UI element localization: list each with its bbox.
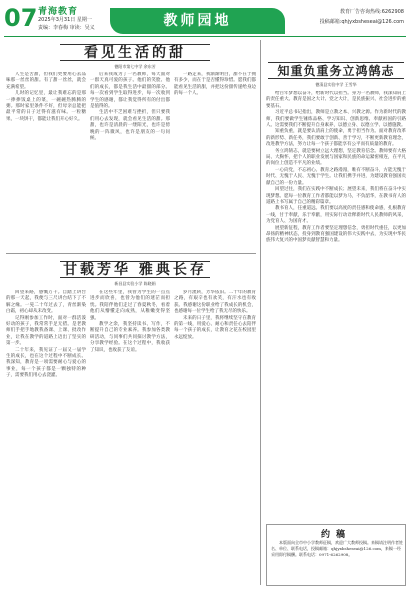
article1-title-bar xyxy=(60,44,210,61)
article2-title: 甘载芳华 雅典长存 xyxy=(63,262,207,278)
column-divider xyxy=(260,40,261,585)
page-header xyxy=(0,0,410,38)
article3-title: 知重负重务立鸿鹄志 xyxy=(277,64,395,78)
article1-paragraph: 后来我成为了一名教师，每天面对一群天真可爱的孩子。他们的笑脸、他们的成长，都是我生活中最甜的部分。每一次看到学生取得进步，每一次收到学生的感谢，都让我觉得所有的付出都是值得的。 xyxy=(90,72,170,110)
email-line: 投稿邮箱:qhjyxbsheseai@126.com xyxy=(319,19,404,25)
article1-byline: 德阳市第七中学 余东芳 xyxy=(114,64,156,69)
article2-paragraph: 未来的日子里，我将继续坚守在教育的第一线，用爱心、耐心和责任心去陪伴每一个孩子的成长，让教育之花在校园里永远绽放。 xyxy=(174,315,256,340)
article1-col3 xyxy=(174,72,256,250)
contact-line: 教育厂告咨询热线:6262908 xyxy=(340,9,404,15)
section-title: 教师园地 xyxy=(163,13,232,29)
article3-paragraph: 习近平总书记指出，教师是立教之本、兴教之源。作为新时代的教师，我们要做学生锤炼品格、学习知识、创新思维、奉献祖国的引路人。这需要我们不断提升自身素养，以德立身、以德立学、以德施教。 xyxy=(266,110,406,129)
issue-date: 2025年3月31日 星期一 xyxy=(38,17,92,23)
article1-title: 看见生活的甜 xyxy=(84,45,186,61)
header-divider xyxy=(4,36,406,37)
call-for-submissions-box xyxy=(266,524,406,586)
article-divider xyxy=(6,253,256,254)
article1-paragraph: 生活中不乏困难与挫折，但只要我们用心去发现，就会看见生活的甜。那甜，也许是清晨的一缕阳光，也许是傍晚的一阵微风，也许是朋友的一句问候。 xyxy=(90,110,170,142)
article2-paragraph: 教学之余，我坚持读书、写作，不断提升自己的专业素养。我参加各类教研活动，与同事们共同探讨教学方法，分享教学经验。在这个过程中，我收获了知识，也收获了友谊。 xyxy=(90,322,170,353)
article3-paragraph: 知重负重，就是要认清肩上的使命，勇于担当作为。面对教育改革的新形势、新任务，我们要敢于创新、善于学习，不断更新教育理念，改进教学方法，努力让每一个孩子都能享有公平而有质量的教育。 xyxy=(266,129,406,148)
article1-paragraph: 人生是苦甜，但我们更要用心去品味那一丝丝的甜。有了甜一丝丝，就会充满希望。 xyxy=(6,72,86,90)
article2-title-bar xyxy=(60,261,210,278)
article2-paragraph: 回望来路，感慨万千。自踏上讲台的那一天起，我便与三尺讲台结下了不解之缘。一晃二十年过去了，青丝渐染白霜，初心却从未改变。 xyxy=(6,290,86,315)
article1-paragraph: 一路走来，我渐渐明白，甜不在于拥有多少，而在于是否懂得珍惜。愿我们都能看见生活的甜，并把这份甜传递给身边的每一个人。 xyxy=(174,72,256,97)
article3-paragraph: 务立鸿鹄志，就是要树立远大理想，坚定教育信念。教师要有大格局、大胸怀，把个人的职业发展与国家和民族的命运紧密相连，在平凡的岗位上创造不平凡的业绩。 xyxy=(266,148,406,167)
call-for-submissions-title: 约稿 xyxy=(320,530,351,540)
article3-byline: 德清县实验中学 王雪华 xyxy=(315,82,357,87)
article3-paragraph: 展望新征程，教育工作者要坚定理想信念，勇担时代重任，以更加昂扬的精神状态，投身到教育强国建设的伟大实践中去，为实现中华民族伟大复兴的中国梦贡献智慧和力量。 xyxy=(266,225,406,244)
editor-line: 责编：李春梅 审读：吴义 xyxy=(38,25,95,31)
article2-paragraph: 二十年来，我见证了一届又一届学生的成长，也在这个过程中不断成长。我深知，教育是一项需要耐心与爱心的事业，每一个孩子都是一颗独特的种子，需要我们用心去浇灌。 xyxy=(6,347,86,379)
article1-col1 xyxy=(6,72,86,250)
article3-title-bar xyxy=(268,62,404,79)
article3-paragraph: 回望过往，我们在实践中不断成长；展望未来，我们将在奋斗中实现梦想。愿每一位教育工作者都能以梦为马，不负韶华，在教书育人的道路上书写属于自己的精彩篇章。 xyxy=(266,187,406,205)
article2-col2 xyxy=(90,290,170,586)
article2-paragraph: 在这些年里，我曾为学生的一点点进步而欣喜，也曾为他们的迷茫而担忧。我陪伴他们走过了春夏秋冬，看着他们从懵懂走向成熟，从稚嫩变得坚强。 xyxy=(90,290,170,321)
article2-col3 xyxy=(174,290,256,586)
article3-paragraph: 给百年梦想以奋斗，给新时代以担当。身为一名教师，我深知肩上的责任重大。教育是国之大计、党之大计，是民族振兴、社会进步的重要基石。 xyxy=(266,91,406,109)
article3-paragraph: 一心向党，不忘初心。教育之路漫漫，唯有不断奋斗，方能无愧于时代、无愧于人民、无愧于学生。让我们携手并进，为建设教育强国贡献自己的一份力量。 xyxy=(266,167,406,186)
article2-byline: 新昌县实验小学 陈晓娟 xyxy=(114,281,156,286)
section-banner xyxy=(110,8,285,34)
article3-paragraph: 教书育人，任重道远。我们要以高度的责任感和使命感，扎根教育一线，甘于奉献，乐于奉献，用实际行动诠释新时代人民教师的风采，为党育人、为国育才。 xyxy=(266,206,406,225)
article2-paragraph: 岁月流转，芳华依旧。二十年的教育之路，有艰辛也有欢笑，有汗水也有收获。我感谢这份职业给了我成长的机会，也感谢每一位学生给了我无尽的快乐。 xyxy=(174,290,256,315)
article1-col2 xyxy=(90,72,170,250)
article2-paragraph: 记得刚参加工作时，面对一群活泼好动的孩子，我常常手足无措。是老教师们手把手地教我备课、上课、批改作业，让我在教学的道路上迈出了坚实的第一步。 xyxy=(6,315,86,347)
article3-body xyxy=(266,91,406,521)
page-number: 07 xyxy=(4,4,38,32)
article1-paragraph: 儿时的记忆里，最让我难忘的是那一捧捧饭桌上的菜，一碗碗热腾腾的粥。那时家里条件不好，但母亲总能把最平常的日子过得有滋有味。一粒糖果、一块饼干，都能让我们开心好久。 xyxy=(6,91,86,122)
call-for-submissions-body: 本版面向全市中小学教师征稿，欢迎广大教师投稿。来稿请注明作者姓名、单位、联系电话，投稿邮箱：qhjyxbsheseai@126.com，来稿一经采用即付稿酬。联系电话：0971-6262908。 xyxy=(271,540,403,557)
paper-logo: 青海教育 xyxy=(38,7,79,17)
article2-col1 xyxy=(6,290,86,586)
